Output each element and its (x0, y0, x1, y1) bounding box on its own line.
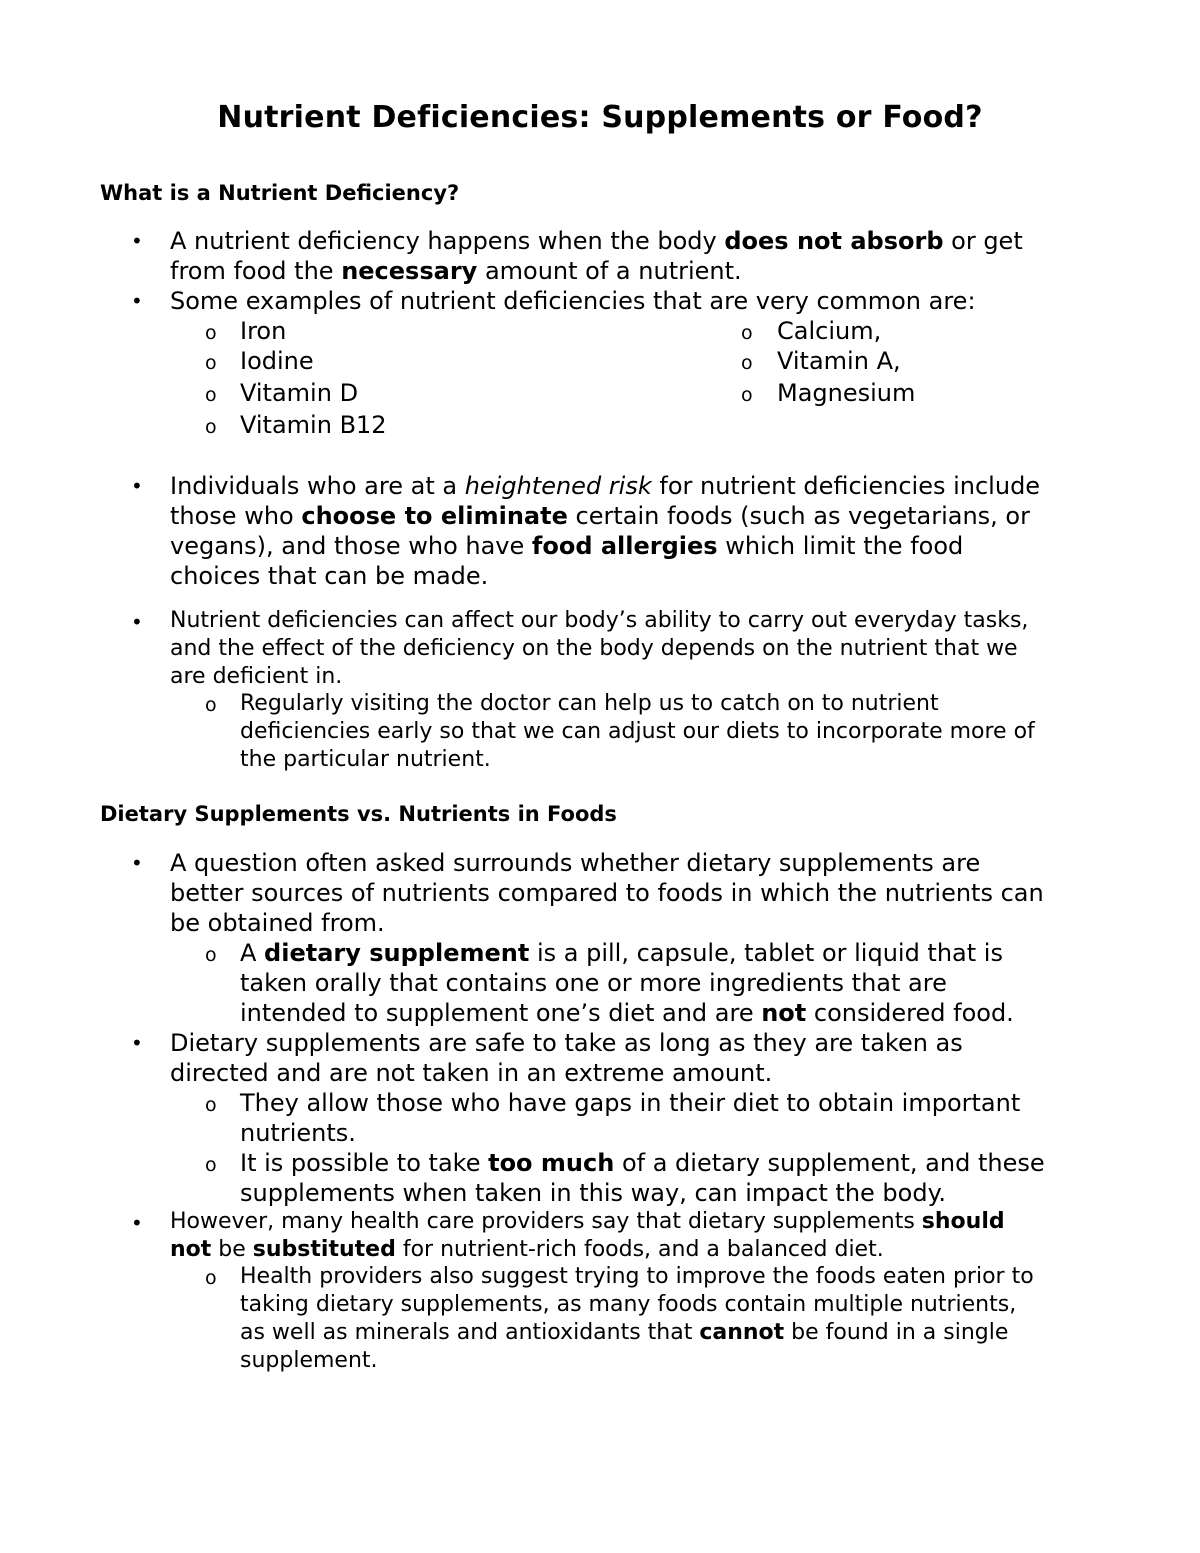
page-title: Nutrient Deficiencies: Supplements or Food? (217, 100, 983, 135)
bullet-icon: • (131, 1031, 143, 1055)
paragraph-line: taking dietary supplements, as many foods contain multiple nutrients, (240, 1292, 1017, 1317)
list-item: Iodine (240, 347, 314, 375)
paragraph-line: directed and are not taken in an extreme amount. (170, 1059, 773, 1087)
paragraph-line: They allow those who have gaps in their diet to obtain important (240, 1089, 1021, 1117)
paragraph-line: Nutrient deficiencies can affect our body’s ability to carry out everyday tasks, (170, 608, 1029, 633)
paragraph-line: from food the necessary amount of a nutrient. (170, 257, 742, 285)
paragraph-line: better sources of nutrients compared to foods in which the nutrients can (170, 879, 1044, 907)
paragraph-line: as well as minerals and antioxidants that cannot be found in a single (240, 1320, 1009, 1345)
list-item: Calcium, (777, 317, 882, 345)
circle-bullet-icon: o (205, 416, 217, 438)
paragraph-line: A question often asked surrounds whether dietary supplements are (170, 849, 981, 877)
circle-bullet-icon: o (741, 352, 753, 374)
paragraph-line: Individuals who are at a heightened risk for nutrient deficiencies include (170, 472, 1041, 500)
circle-bullet-icon: o (205, 322, 217, 344)
paragraph-line: the particular nutrient. (240, 747, 491, 772)
paragraph-line: vegans), and those who have food allergies which limit the food (170, 532, 964, 560)
circle-bullet-icon: o (205, 694, 217, 716)
paragraph-line: choices that can be made. (170, 562, 489, 590)
paragraph-line: deficiencies early so that we can adjust our diets to incorporate more of (240, 719, 1035, 744)
list-item: Vitamin D (240, 379, 359, 407)
list-item: Vitamin B12 (240, 411, 387, 439)
paragraph-line: not be substituted for nutrient-rich foods, and a balanced diet. (170, 1237, 884, 1262)
paragraph-line: Dietary supplements are safe to take as long as they are taken as (170, 1029, 963, 1057)
list-item: Magnesium (777, 379, 916, 407)
paragraph-line: It is possible to take too much of a dietary supplement, and these (240, 1149, 1045, 1177)
paragraph-line: However, many health care providers say that dietary supplements should (170, 1209, 1005, 1234)
bullet-icon: • (131, 229, 143, 253)
paragraph-line: Health providers also suggest trying to improve the foods eaten prior to (240, 1264, 1034, 1289)
circle-bullet-icon: o (741, 384, 753, 406)
paragraph-line: Some examples of nutrient deficiencies that are very common are: (170, 287, 976, 315)
bullet-icon: • (131, 289, 143, 313)
circle-bullet-icon: o (205, 352, 217, 374)
paragraph-line: A dietary supplement is a pill, capsule, tablet or liquid that is (240, 939, 1003, 967)
paragraph-line: are deficient in. (170, 664, 343, 689)
paragraph-line: supplements when taken in this way, can impact the body. (240, 1179, 946, 1207)
circle-bullet-icon: o (205, 1154, 217, 1176)
bullet-icon: • (131, 1211, 143, 1235)
bullet-icon: • (131, 474, 143, 498)
circle-bullet-icon: o (741, 322, 753, 344)
paragraph-line: supplement. (240, 1348, 378, 1373)
paragraph-line: those who choose to eliminate certain foods (such as vegetarians, or (170, 502, 1030, 530)
list-item: Iron (240, 317, 287, 345)
paragraph-line: and the effect of the deficiency on the body depends on the nutrient that we (170, 636, 1018, 661)
section-heading-nutrient-deficiency: What is a Nutrient Deficiency? (100, 181, 460, 205)
paragraph-line: A nutrient deficiency happens when the body does not absorb or get (170, 227, 1023, 255)
circle-bullet-icon: o (205, 1094, 217, 1116)
paragraph-line: taken orally that contains one or more ingredients that are (240, 969, 947, 997)
circle-bullet-icon: o (205, 944, 217, 966)
bullet-icon: • (131, 851, 143, 875)
paragraph-line: intended to supplement one’s diet and are not considered food. (240, 999, 1014, 1027)
section-heading-supplements-vs-foods: Dietary Supplements vs. Nutrients in Foods (100, 802, 617, 826)
list-item: Vitamin A, (777, 347, 901, 375)
circle-bullet-icon: o (205, 384, 217, 406)
bullet-icon: • (131, 610, 143, 634)
paragraph-line: Regularly visiting the doctor can help us to catch on to nutrient (240, 691, 939, 716)
paragraph-line: be obtained from. (170, 909, 385, 937)
paragraph-line: nutrients. (240, 1119, 356, 1147)
circle-bullet-icon: o (205, 1267, 217, 1289)
